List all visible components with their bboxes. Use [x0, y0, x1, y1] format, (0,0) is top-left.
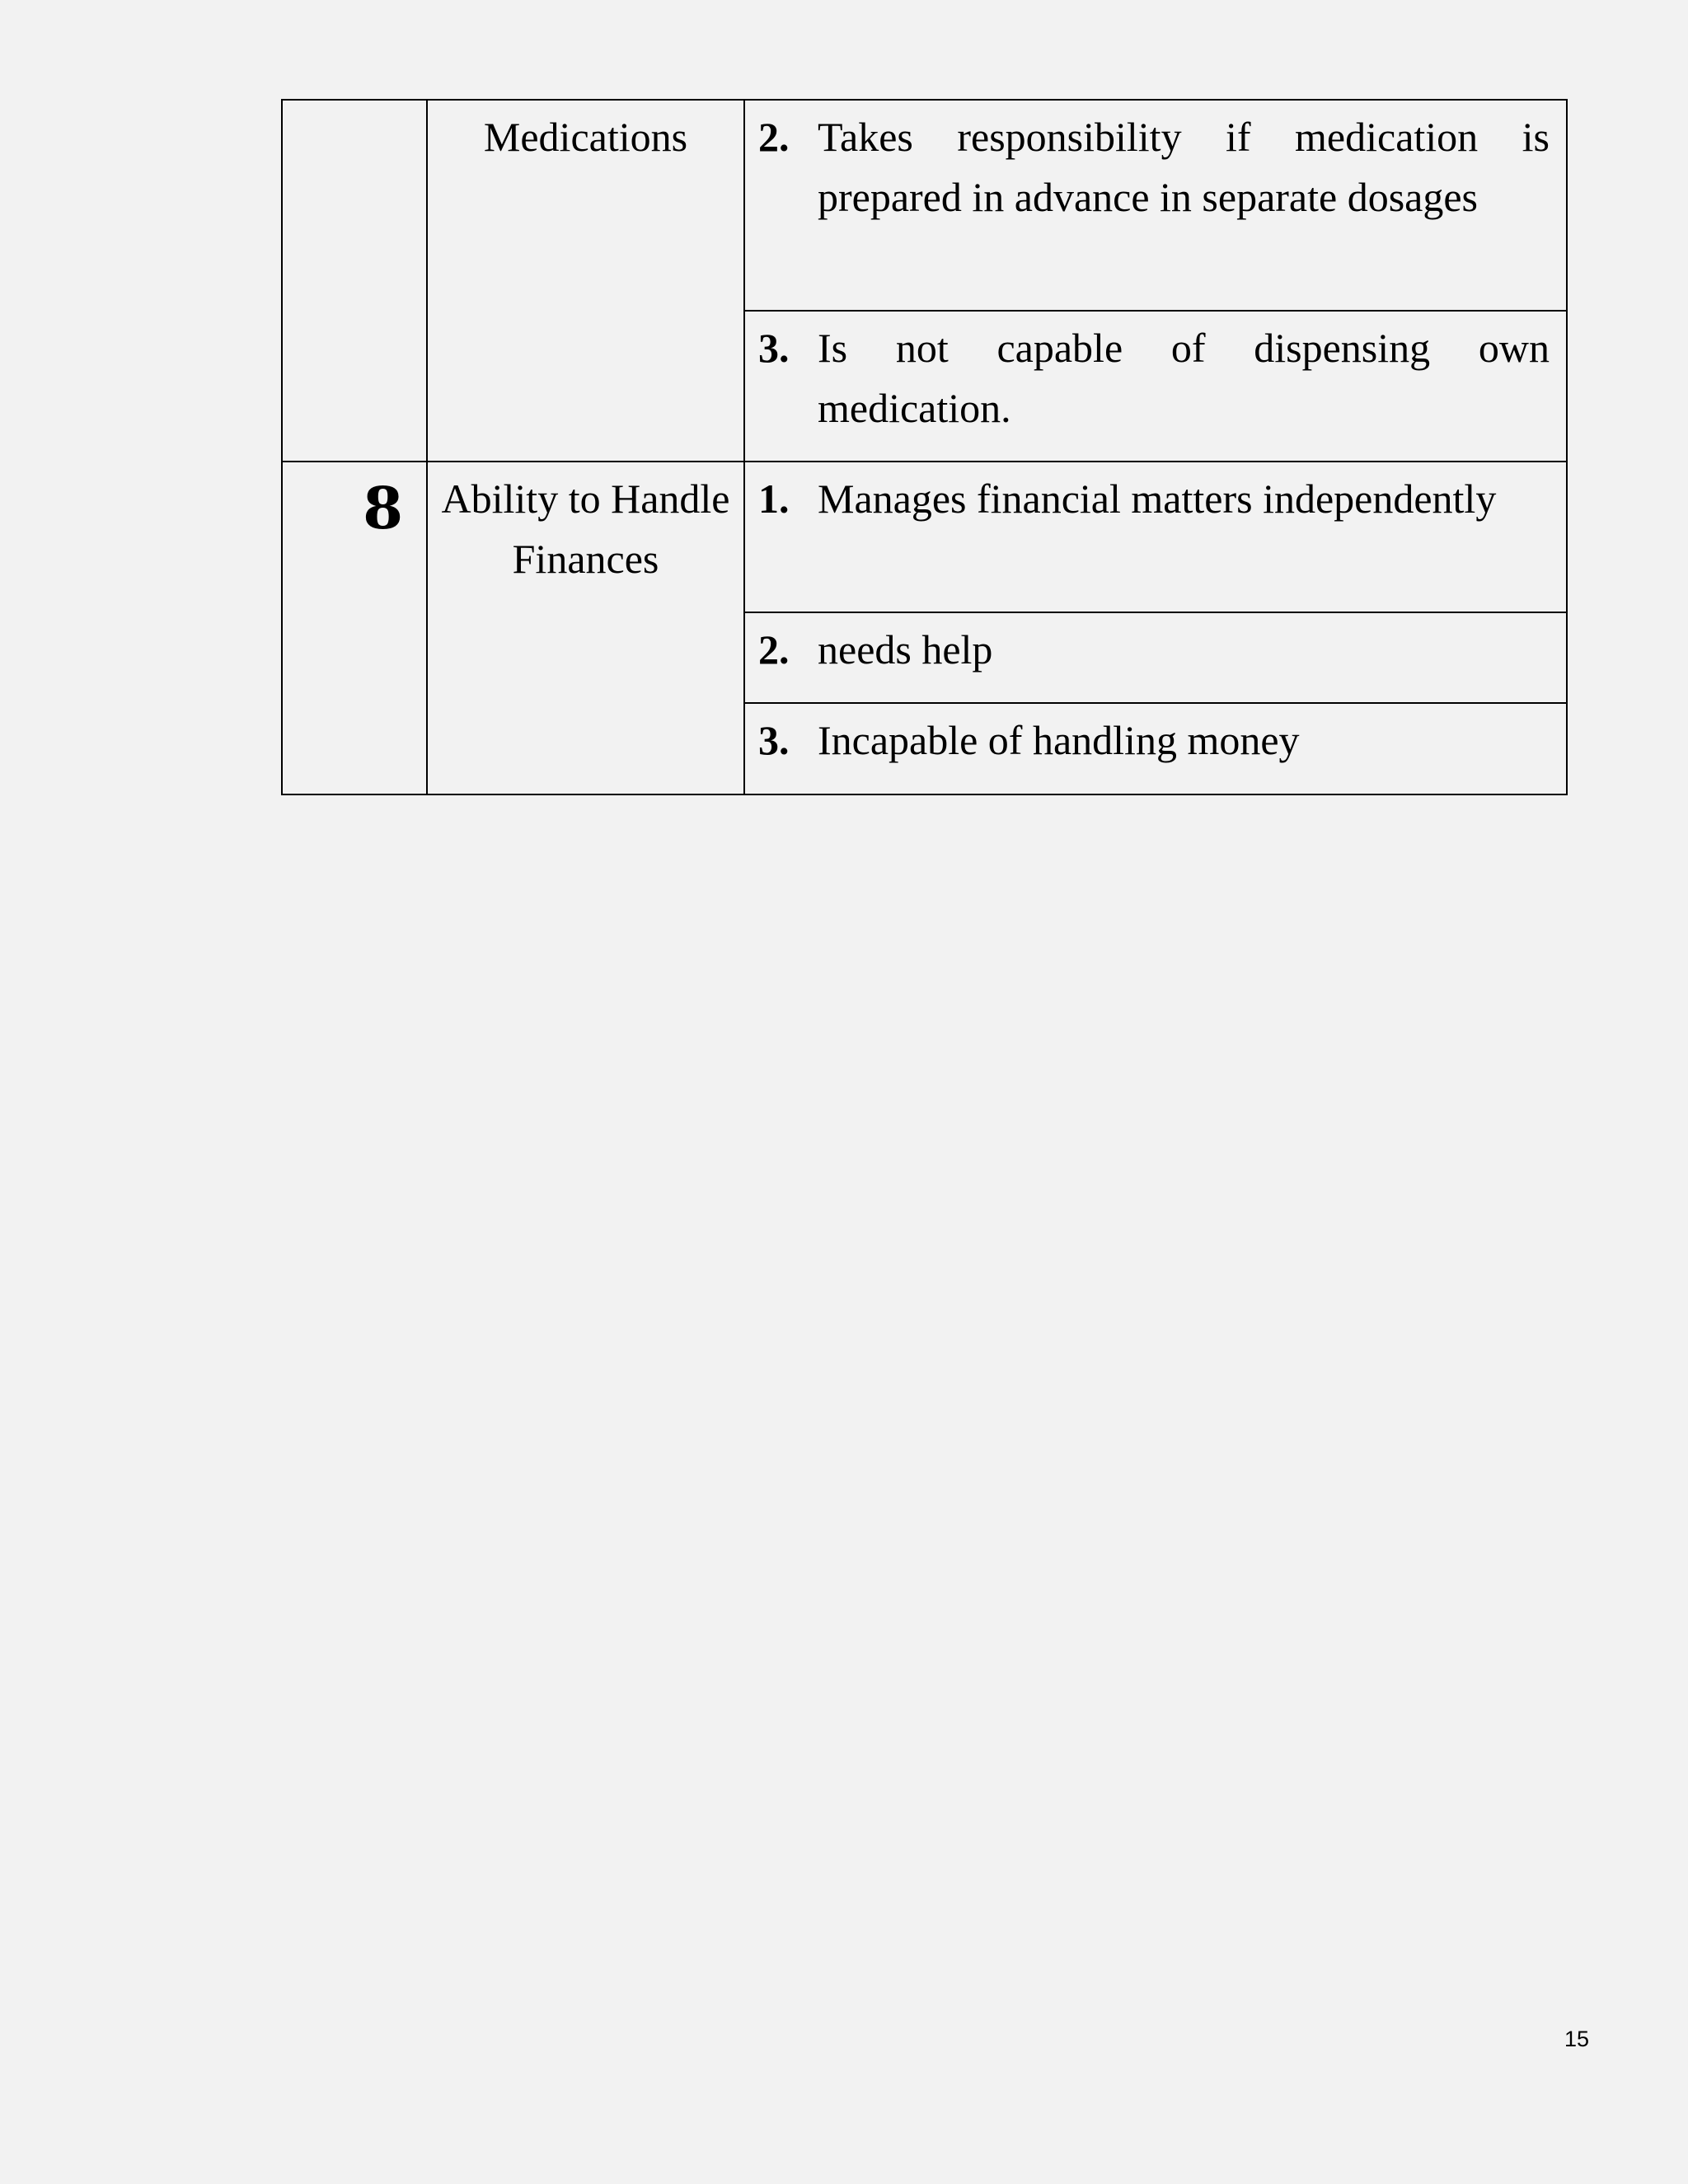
option-cell — [744, 612, 1567, 703]
option-number: 1. — [758, 476, 790, 522]
option-number: 3. — [758, 717, 790, 763]
option — [758, 107, 1550, 227]
item-name-cell — [427, 462, 744, 794]
option — [758, 620, 1550, 680]
option — [758, 469, 1550, 529]
table-row — [282, 462, 1567, 612]
option-text: Is not capable of dispensing own medication. — [818, 325, 1550, 431]
option-number: 2. — [758, 114, 790, 160]
option-cell — [744, 100, 1567, 311]
option-number: 2. — [758, 626, 790, 673]
item-name: Medications — [483, 114, 688, 160]
option-text: Takes responsibility if medication is prepared in advance in separate dosages — [818, 114, 1550, 220]
item-number-cell — [282, 462, 427, 794]
option — [758, 710, 1550, 771]
page-number: 15 — [1564, 2027, 1590, 2051]
item-number-cell — [282, 100, 427, 462]
option-text: needs help — [818, 626, 993, 673]
item-number: 8 — [363, 474, 403, 542]
table-row — [282, 100, 1567, 311]
option-cell — [744, 703, 1567, 794]
assessment-table — [281, 99, 1568, 795]
option-text: Incapable of handling money — [818, 717, 1300, 763]
item-name: Ability to Handle Finances — [441, 476, 730, 582]
option — [758, 318, 1550, 438]
option-cell — [744, 462, 1567, 612]
option-cell — [744, 311, 1567, 462]
item-name-cell — [427, 100, 744, 462]
option-text: Manages financial matters independently — [818, 476, 1497, 522]
option-number: 3. — [758, 325, 790, 371]
